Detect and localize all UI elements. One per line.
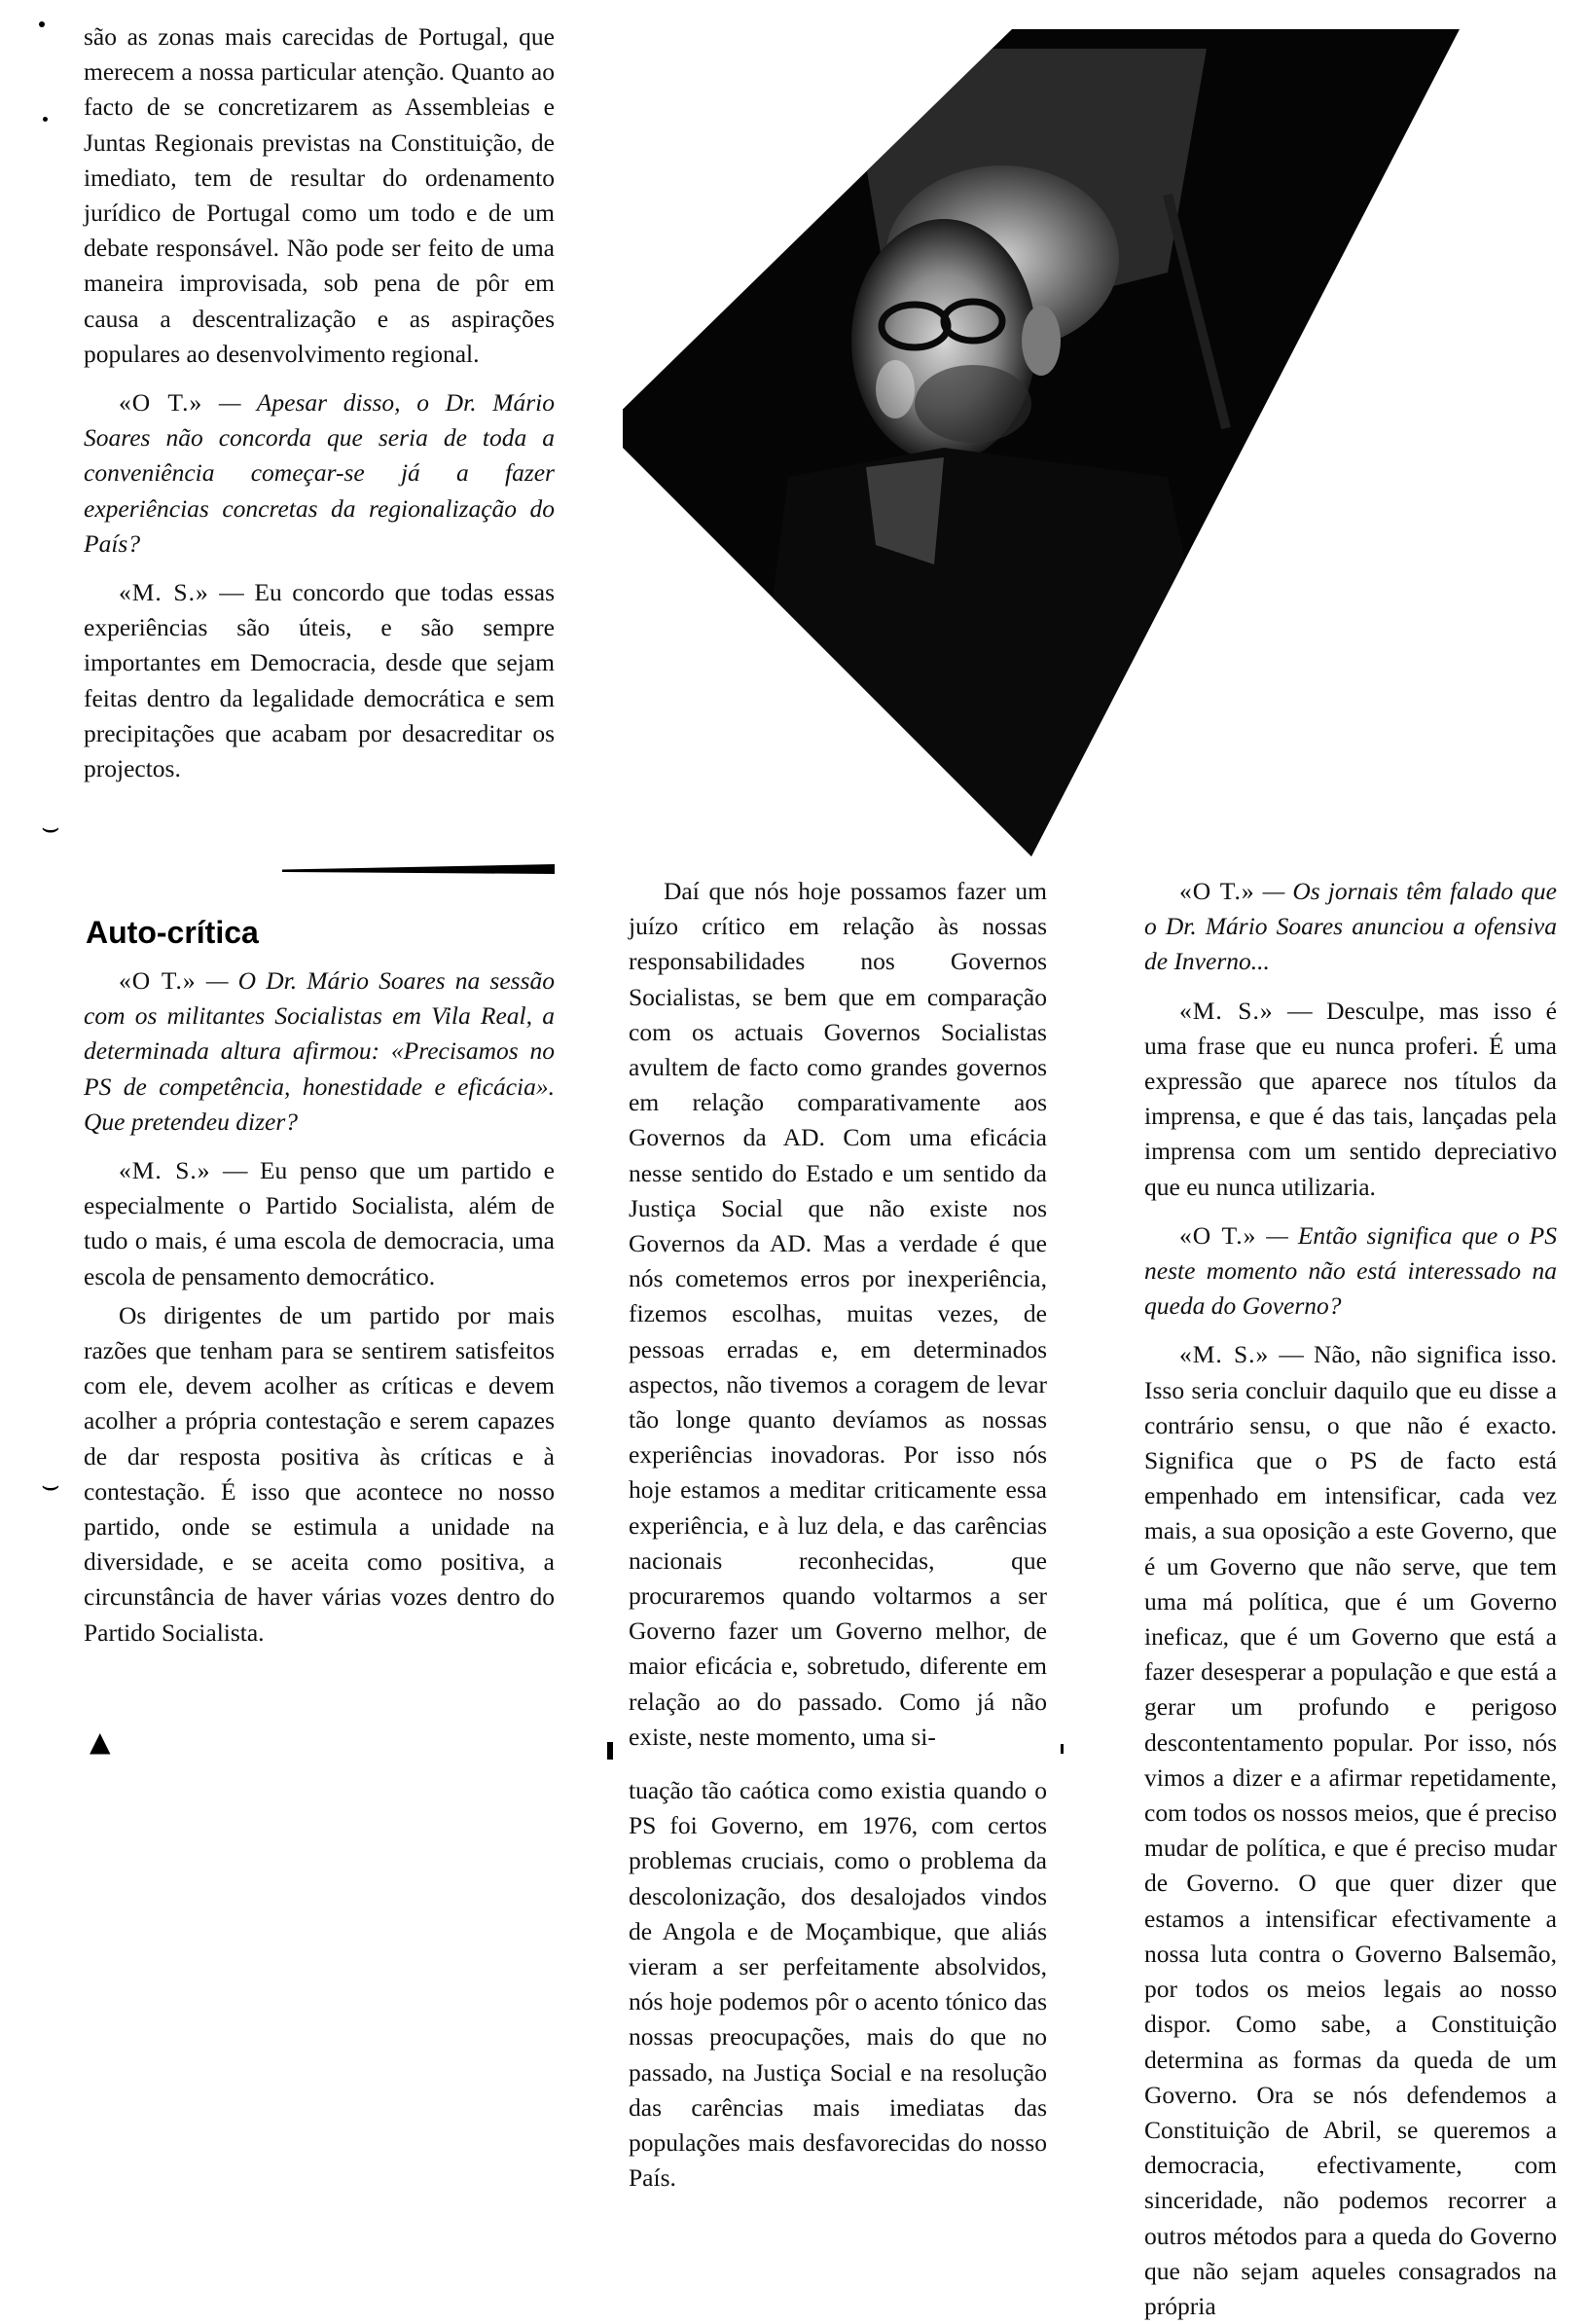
answer-text: — Eu concordo que todas essas experiências são úteis, e são sempre importantes em Democracia, desde que sejam feitas dentro da legalidade democrática e sem precipitações que acabam por desacreditar os projectos.: [84, 578, 555, 783]
interview-question: [1144, 874, 1557, 980]
interview-answer: [1144, 994, 1557, 1205]
speaker-label: «M. S.»: [1179, 1340, 1270, 1369]
article-column-1-bottom: [84, 963, 555, 1651]
article-column-2-lower: [629, 1773, 1047, 2196]
print-mark: [1061, 1744, 1064, 1754]
triangle-marker-icon: ▲: [90, 1725, 111, 1758]
article-column-3: [1144, 874, 1557, 2324]
print-mark: [43, 117, 48, 122]
article-column-2-upper: [629, 874, 1047, 1755]
print-mark: [607, 1742, 613, 1760]
answer-text: — Eu penso que um partido e especialmente o Partido Socialista, além de tudo o mais, é uma escola de democracia, uma escola de pensamento democrático.: [84, 1156, 555, 1290]
speaker-label: «M. S.»: [119, 578, 209, 607]
speaker-label: «O T.»: [1179, 877, 1255, 905]
question-text: — O Dr. Mário Soares na sessão com os militantes Socialistas em Vila Real, a determinada altura afirmou: «Precisamos no PS de competência, honestidade e eficácia». Que pretendeu dizer?: [84, 966, 555, 1136]
interview-question: [84, 385, 555, 562]
paragraph: Daí que nós hoje possamos fazer um juízo crítico em relação às nossas responsabilidades nos Governos Socialistas, se bem que em comparação com os actuais Governos Socialistas avultem de facto como grandes governos em relação comparativamente aos Governos da AD. Com uma eficácia nesse sentido do Estado e um sentido da Justiça Social que não existe nos Governos da AD. Mas a verdade é que nós cometemos erros por inexperiência, fizemos escolhas, muitas vezes, de pessoas erradas e, em determinados aspectos, não tivemos a coragem de levar tão longe quanto devíamos as nossas experiências inovadoras. Por isso nós hoje estamos a meditar criticamente essa experiência, e à luz dela, e das carências nacionais reconhecidas, que procuraremos quando voltarmos a ser Governo fazer um Governo melhor, de maior eficácia e, sobretudo, diferente em relação ao do passado. Como já não existe, neste momento, uma si-: [629, 877, 1047, 1751]
interview-answer: [84, 575, 555, 786]
interview-question: [1144, 1218, 1557, 1325]
question-text: — Apesar disso, o Dr. Mário Soares não concorda que seria de toda a conveniência começar-se já a fazer experiências concretas da regionalização do País?: [84, 388, 556, 558]
paragraph: tuação tão caótica como existia quando o PS foi Governo, em 1976, com certos problemas cruciais, como o problema da descolonização, dos desalojados vindos de Angola e de Moçambique, que aliás vieram a ser perfeitamente absolvidos, nós hoje podemos pôr o acento tónico das nossas preocupações, mais do que no passado, na Justiça Social e na resolução das carências mais imediatas das populações mais desfavorecidas do nosso País.: [629, 1776, 1047, 2193]
answer-text: — Desculpe, mas isso é uma frase que eu nunca proferi. É uma expressão que aparece nos títulos da imprensa, e que é das tais, lançadas pela imprensa com um sentido depreciativo que eu nunca utilizaria.: [1144, 996, 1557, 1201]
paragraph: Os dirigentes de um partido por mais razões que tenham para se sentirem satisfeitos com ele, devem acolher as críticas e devem acolher a própria contestação e serem capazes de dar resposta positiva às críticas e à contestação. É isso que acontece no nosso partido, onde se estimula a unidade na diversidade, e se aceita como positiva, a circunstância de haver várias vozes dentro do Partido Socialista.: [84, 1300, 555, 1647]
speaker-label: «O T.»: [119, 388, 203, 418]
question-text: — Os jornais têm falado que o Dr. Mário Soares anunciou a ofensiva de Inverno...: [1144, 877, 1557, 976]
margin-bracket-icon: ⌣: [41, 1469, 60, 1503]
speaker-label: «M. S.»: [1179, 996, 1274, 1025]
question-text: — Então significa que o PS neste momento não está interessado na queda do Governo?: [1144, 1220, 1558, 1321]
section-heading: Auto-crítica: [86, 915, 259, 950]
print-mark: [39, 21, 45, 27]
speaker-label: «O T.»: [119, 966, 197, 995]
section-rule: [282, 864, 555, 874]
paragraph: são as zonas mais carecidas de Portugal, que merecem a nossa particular atenção. Quanto ao facto de se concretizarem as Assembleias e Juntas Regionais previstas na Constituição, de imediato, tem de resultar do ordenamento jurídico de Portugal como um todo e de um debate responsável. Não pode ser feito de uma maneira improvisada, sob pena de pôr em causa a descentralização e as aspirações populares ao desenvolvimento regional.: [84, 22, 555, 368]
portrait-photo: [623, 19, 1537, 856]
answer-text: — Não, não significa isso. Isso seria concluir daquilo que eu disse a contrário sensu, o que não é exacto. Significa que o PS de facto está empenhado em intensificar, cada vez mais, a sua oposição a este Governo, que é um Governo que não serve, que tem uma má política, que é um Governo ineficaz, que é um Governo que está a fazer desesperar a população e que está a gerar um profundo e perigoso descontentamento popular. Por isso, nós vimos a dizer e a afirmar repetidamente, com todos os nossos meios, que é preciso mudar de política, e que é preciso mudar de Governo. O que quer dizer que estamos a intensificar efectivamente a nossa luta contra o Governo Balsemão, por todos os meios legais ao nosso dispor. Como sabe, a Constituição determina as formas da queda de um Governo. Ora se nós defendemos a Constituição de Abril, se queremos a democracia, efectivamente, com sinceridade, não podemos recorrer a outros métodos para a queda do Governo que não sejam aqueles consagrados na própria: [1144, 1340, 1557, 2320]
portrait-photo-icon: [623, 19, 1537, 856]
interview-answer: [1144, 1337, 1557, 2324]
interview-question: [84, 963, 555, 1140]
margin-bracket-icon: ⌣: [41, 811, 60, 845]
speaker-label: «M. S.»: [119, 1156, 211, 1185]
article-column-1-top: [84, 19, 555, 786]
interview-answer: [84, 1153, 555, 1294]
speaker-label: «O T.»: [1179, 1220, 1257, 1250]
